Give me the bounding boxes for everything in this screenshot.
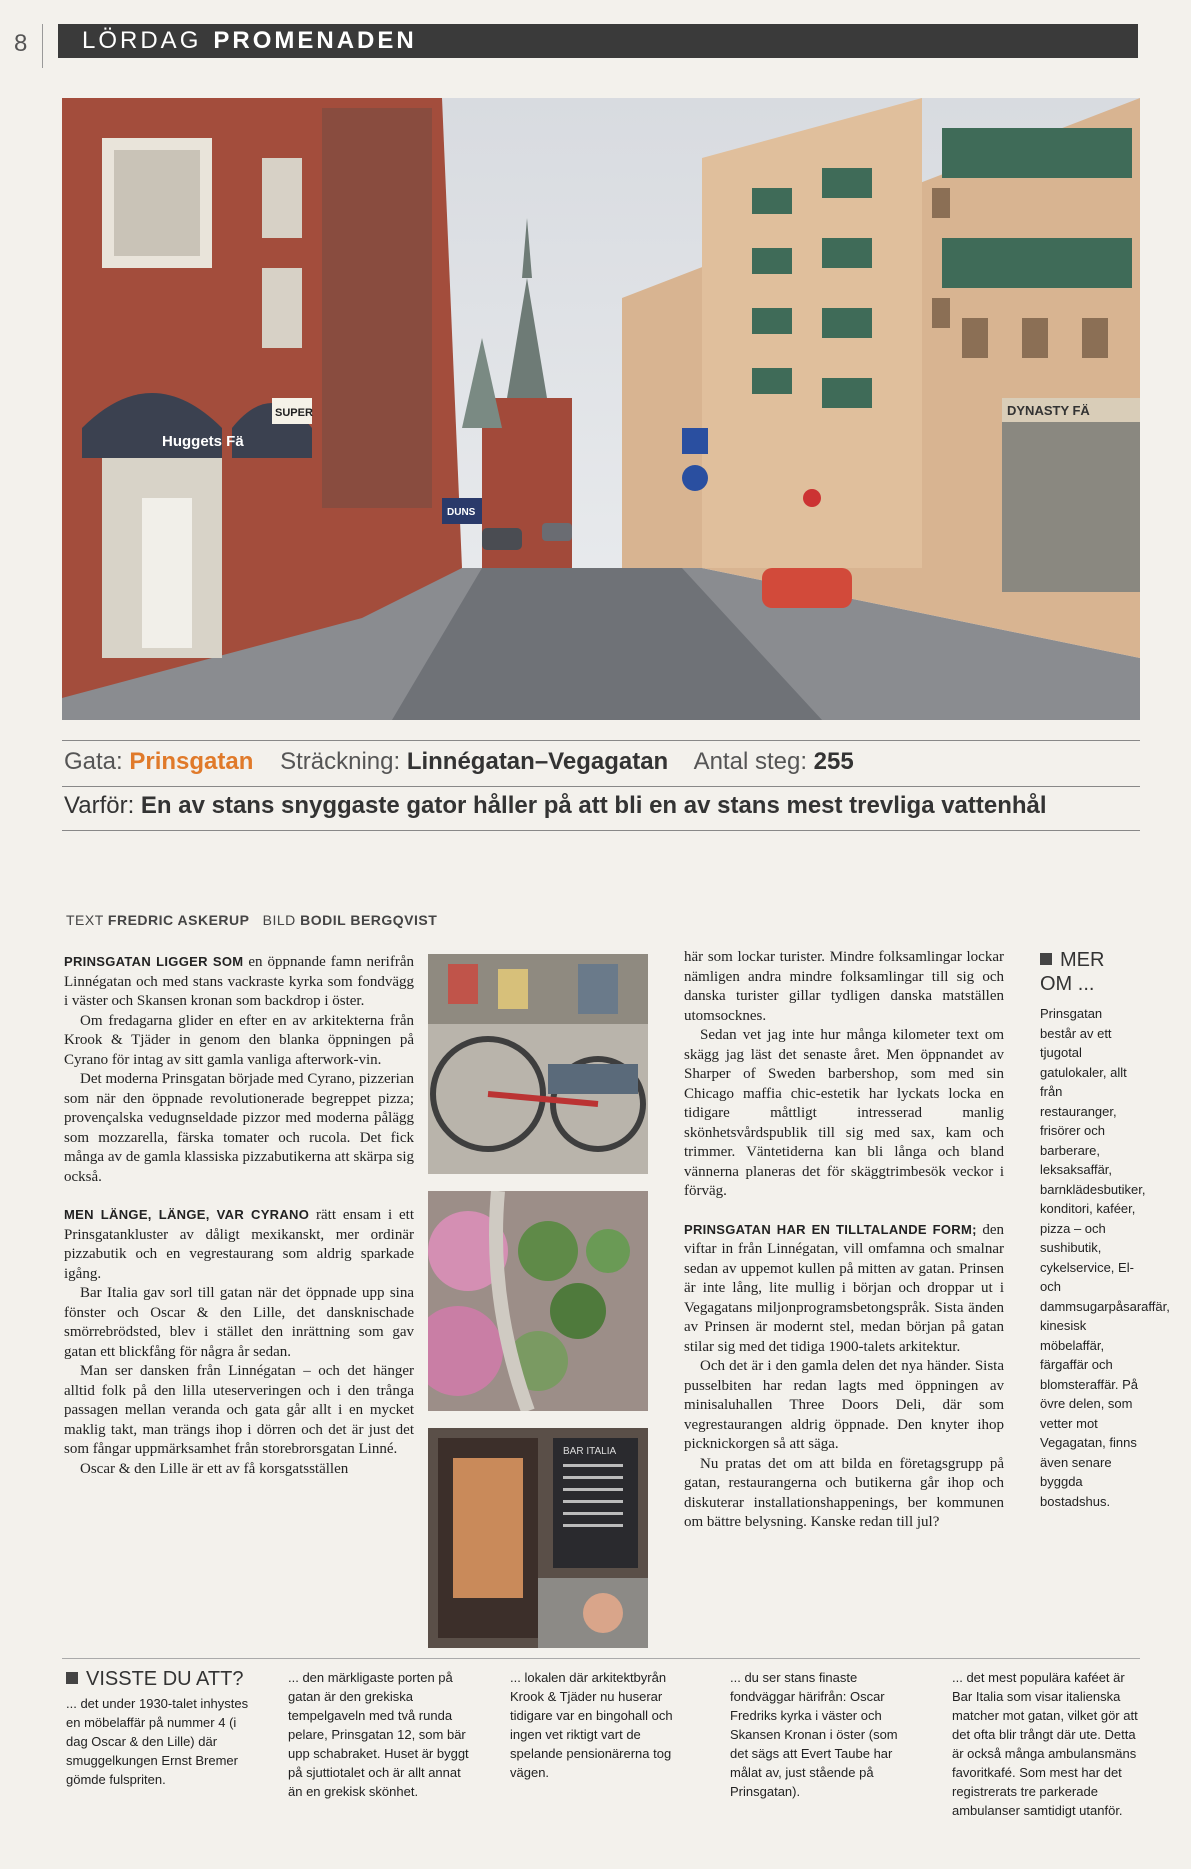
header-section: PROMENADEN <box>213 27 417 54</box>
bild-label: BILD <box>262 912 296 928</box>
square-bullet-icon <box>1040 953 1052 965</box>
visste-heading-text: VISSTE DU ATT? <box>86 1668 244 1690</box>
street-facts <box>64 748 1140 776</box>
byline <box>66 912 437 928</box>
photo-column <box>428 954 648 1665</box>
paragraph <box>684 1220 1004 1358</box>
page-number: 8 <box>14 30 28 57</box>
paragraph-text: rätt ensam i ett Prinsgatankluster av dåligt mexikanskt, mer ordinär pizzabutik och en vegrestaurang som aldrig sparkade igång. <box>64 1207 414 1282</box>
steg-value: 255 <box>813 748 854 775</box>
strackning-value: Linnégatan–Vegagatan <box>406 748 669 775</box>
why-line <box>64 792 1140 820</box>
visste-text: ... den märkligaste porten på gatan är den grekiska tempelgaveln med två runda pelare, Prinsgatan 12, som bär upp schabraket. Huset är byggt på sjuttiotalet och är allt annat än en grekisk skönhet. <box>288 1670 469 1799</box>
visste-text: ... det under 1930-talet inhystes en möbelaffär på nummer 4 (i dag Oscar & den Lille) där smuggelkungen Ernst Bremer gömde fulspriten. <box>66 1696 249 1787</box>
visste-text: ... lokalen där arkitektbyrån Krook & Tjäder nu huserar tidigare var en bingohall och ingen vet riktigt vart de spelande pensionärerna tog vägen. <box>510 1670 673 1780</box>
text-label: TEXT <box>66 912 104 928</box>
street-photo-illustration <box>62 98 1140 720</box>
super-sign: SUPER <box>275 407 313 419</box>
visste-heading <box>66 1668 252 1690</box>
bar-italia-photo <box>428 1428 648 1653</box>
steg-label: Antal steg: <box>693 748 807 775</box>
gata-value: Prinsgatan <box>129 748 254 775</box>
header-day: LÖRDAG <box>82 27 202 54</box>
facts-rule <box>62 740 1140 741</box>
article-column-1 <box>64 952 414 1479</box>
dynasty-sign: DYNASTY FÄ <box>1007 403 1090 418</box>
facts-rule <box>62 830 1140 831</box>
facts-rule <box>62 786 1140 787</box>
awning-sign: Huggets Fä <box>162 433 244 450</box>
varfor-value: En av stans snyggaste gator håller på att bli en av stans mest trevliga vattenhål <box>140 792 1047 819</box>
visste-text: ... det mest populära kaféet är Bar Italia som visar italienska matcher mot gatan, vilket gör att det ofta blir trångt där ute. Detta är också många ambulansmäns favoritkafé. Som mest har det registrerats tre parkerade ambulanser samtidigt utanför. <box>952 1670 1138 1818</box>
paragraph: Man ser dansken från Linnégatan – och det hänger alltid folk på den lilla uteserveringen och i den trånga passagen mellan veranda och gata går allt i en mycket maklig takt, man trängs ihop i dörren och det är just det som fångar uppmärksamhet från storebrorsgatan Linné. <box>64 1363 414 1457</box>
mer-om-box <box>1040 948 1170 1511</box>
paragraph: Om fredagarna glider en efter en av arkitekterna från Krook & Tjäder in genom den blanka öppningen på Cyrano för intag av sitt gamla vanliga afterwork-vin. <box>64 1012 414 1068</box>
duns-sign: DUNS <box>447 507 476 518</box>
bicycle-photo <box>428 954 648 1179</box>
bild-author: BODIL BERGQVIST <box>300 912 438 928</box>
text-author: FREDRIC ASKERUP <box>107 912 250 928</box>
bar-italia-sign: BAR ITALIA <box>563 1446 617 1457</box>
lead-caps: PRINSGATAN LIGGER SOM <box>64 954 244 969</box>
visste-item <box>952 1668 1138 1820</box>
square-bullet-icon <box>66 1672 78 1684</box>
paragraph: Nu pratas det om att bilda en företagsgrupp på gatan, restaurangerna och butikerna går ihop och diskuterar installationshappenings, ber kommunen om bättre belysning. Kanske redan till jul? <box>684 1455 1004 1530</box>
header-divider <box>42 24 43 68</box>
visste-text: ... du ser stans finaste fondväggar härifrån: Oscar Fredriks kyrka i väster och Skansen Kronan i öster (som det sägs att Evert Taube har målat av, just stående på Prinsgatan). <box>730 1670 898 1799</box>
paragraph: Sedan vet jag inte hur många kilometer text om skägg jag läst det senaste året. Men öppnandet av Sharper of Sweden barbershop, som med sin Chicago maffia chic-estetik har lyckats locka en tidigare måttligt intresserad manlig skönhetsvårdspublik till sig med sax, kam och trimmer. Väntetiderna kan bli långa och bland vännerna planeras det för skäggtrimbesök veckor i förväg. <box>684 1027 1004 1199</box>
paragraph: här som lockar turister. Mindre folksamlingar lockar nämligen andra mindre folksamlingar till sig och danska turister gillar tydligen danska matställen utomsocknes. <box>684 949 1004 1024</box>
visste-item <box>66 1668 252 1789</box>
paragraph: Oscar & den Lille är ett av få korsgatsställen <box>80 1460 349 1477</box>
mer-om-heading-text: MER OM ... <box>1040 949 1105 995</box>
paragraph: Bar Italia gav sorl till gatan när det öppnade upp sina fönster och Oscar & den Lille, det dansknischade smörrebrödsted, blev i stället den inrättning som gav gatan ett blickfång för några år sedan. <box>64 1285 414 1360</box>
flowers-photo <box>428 1191 648 1416</box>
visste-item <box>730 1668 916 1801</box>
visste-item <box>288 1668 474 1801</box>
paragraph <box>64 1205 414 1284</box>
gata-label: Gata: <box>64 748 123 775</box>
visste-divider <box>62 1658 1140 1659</box>
hero-street-photo <box>62 98 1140 720</box>
strackning-label: Sträckning: <box>280 748 401 775</box>
paragraph: Det moderna Prinsgatan började med Cyrano, pizzerian som när den öppnade revolutionerade begreppet pizza; provençalska vedugnseldade pizzor med moderna pålägg som mozzarella, färska tomater och rucola. Det fick många av de gamla klassiska pizzabutikerna att skärpa sig också. <box>64 1071 414 1185</box>
subhead-caps: MEN LÄNGE, LÄNGE, VAR CYRANO <box>64 1207 310 1222</box>
section-header <box>58 24 1138 58</box>
paragraph-text: den viftar in från Linnégatan, vill omfamna och smalnar sedan av uppemot kullen på mitten av gatan. Prinsen är inte lång, lite mullig i början och droppar ut i Vegagatans miljonprogramsbetongspråk. Sista änden av Prinsen är modernt stel, medan början på gatan stilar sig med det tidiga 1900-talets arkitektur. <box>684 1221 1004 1355</box>
mer-om-heading <box>1040 948 1140 996</box>
varfor-label: Varför: <box>64 792 135 819</box>
article-column-2 <box>684 948 1004 1533</box>
visste-item <box>510 1668 696 1782</box>
paragraph <box>64 952 414 1012</box>
paragraph: Och det är i den gamla delen det nya händer. Sista pusselbiten har redan lagts med öppningen av minisaluhallen Three Doors Deli, där som vegrestaurangen aldrig öppnade. Den knyter ihop picknickorgen så att säga. <box>684 1358 1004 1452</box>
mer-om-body: Prinsgatan består av ett tjugotal gatulokaler, allt från restauranger, frisörer och barberare, leksaksaffär, barnklädesbutiker, konditori, kaféer, pizza – och sushibutik, cykelservice, El- och dammsugarpåsaraffär, kinesisk möbelaffär, färgaffär och blomsteraffär. På övre delen, som vetter mot Vegagatan, finns även senare byggda bostadshus. <box>1040 1006 1170 1509</box>
paragraph-text: en öppnande famn nerifrån Linnégatan och med stans vackraste kyrka som fondvägg i väster och Skansen kronan som backdrop i öster. <box>64 954 414 1009</box>
subhead-caps: PRINSGATAN HAR EN TILLTALANDE FORM; <box>684 1221 977 1237</box>
